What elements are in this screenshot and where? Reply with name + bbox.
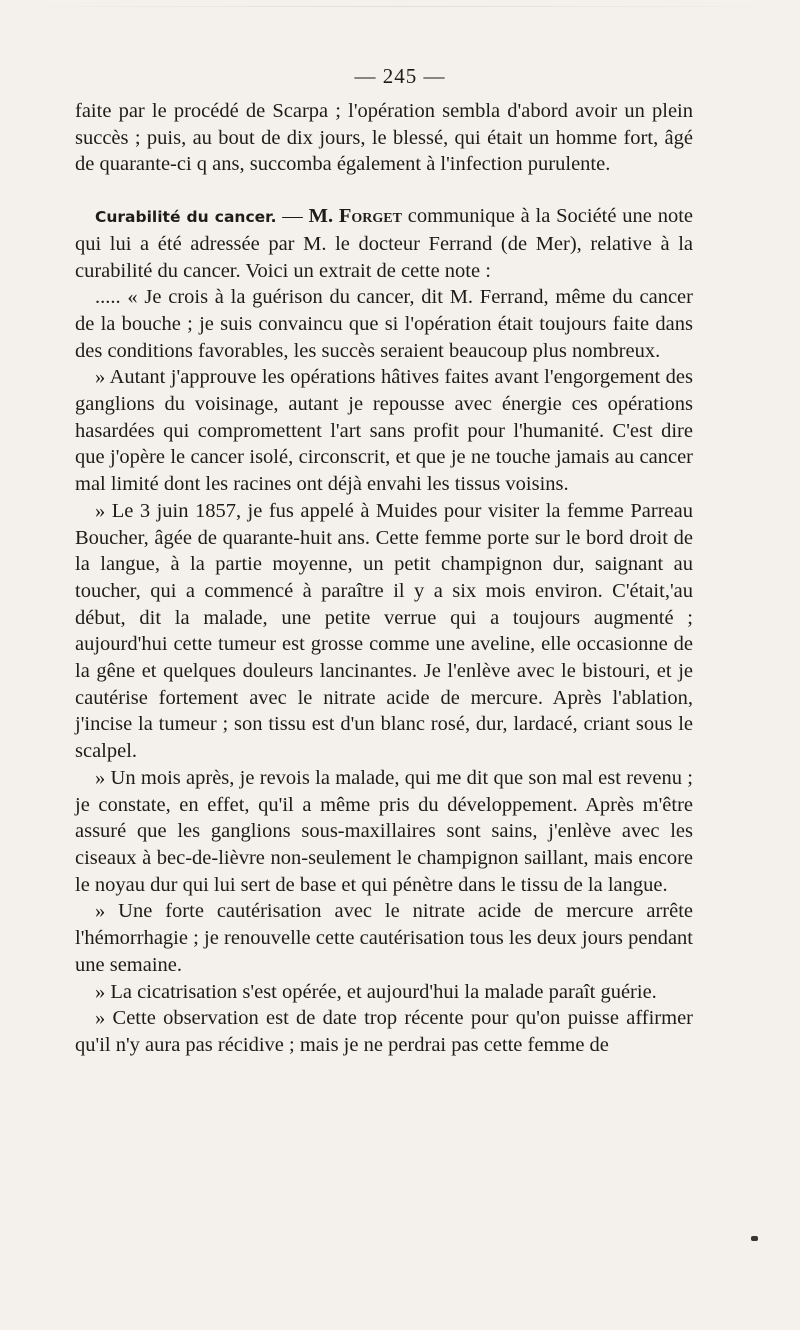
paragraph-operations: » Autant j'approuve les opérations hâtives faites avant l'engorgement des ganglions du voisinage, autant je repousse avec énergie ces opérations hasardées qui compromettent l'art sans profit pour l'humanité. C'est dire que j'opère le cancer isolé, circonscrit, et que je ne touche jamais au cancer mal limité dont les racines ont déjà envahi les tissus voisins. bbox=[75, 366, 693, 496]
section-text: communique à la Société une note qui lui a été adressée par M. le docteur Ferrand (de Mer), relative à la curabilité du cancer. Voici un extrait de cette note : bbox=[75, 205, 693, 282]
section-title: Curabilité du cancer. bbox=[95, 208, 277, 227]
page-number: — 245 — bbox=[354, 64, 446, 88]
page-edge-shading bbox=[0, 6, 800, 7]
paragraph-cauterization: » Une forte cautérisation avec le nitrate acide de mercure arrête l'hémorrhagie ; je renouvelle cette cautérisation tous les deux jours pendant une semaine. bbox=[75, 900, 693, 976]
paragraph-healing: » La cicatrisation s'est opérée, et aujourd'hui la malade paraît guérie. bbox=[95, 980, 657, 1003]
paragraph-case-report: » Le 3 juin 1857, je fus appelé à Muides pour visiter la femme Parreau Boucher, âgée de quarante-huit ans. Cette femme porte sur le bord droit de la langue, à la partie moyenne, un petit champignon dur, saignant au toucher, qui a commencé à paraître il y a six mois environ. C'était,'au début, dit la malade, une petite verrue qui a toujours augmenté ; aujourd'hui cette tumeur est grosse comme une aveline, elle occasionne de la gêne et quelques douleurs lancinantes. Je l'enlève avec le bistouri, et je cautérise fortement avec le nitrate acide de mercure. Après l'ablation, j'incise la tumeur ; son tissu est d'un blanc rosé, dur, lardacé, criant sous le scalpel. bbox=[75, 499, 693, 763]
paragraph-quote-opening: ..... « Je crois à la guérison du cancer, dit M. Ferrand, même du cancer de la bouche ; je suis convaincu que si l'opération était toujours faite dans des conditions favorables, les succès seraient beaucoup plus nombreux. bbox=[75, 286, 693, 362]
paragraph-continued: faite par le procédé de Scarpa ; l'opération sembla d'abord avoir un plein succès ; puis, au bout de dix jours, le blessé, qui était un homme fort, âgé de quarante-ci q ans, succomba également à l'infection purulente. bbox=[75, 100, 693, 176]
body-text bbox=[75, 98, 693, 1059]
author-name: M. Forget bbox=[308, 205, 402, 228]
section-paragraph bbox=[75, 203, 693, 284]
paragraph-observation: » Cette observation est de date trop récente pour qu'on puisse affirmer qu'il n'y aura pas récidive ; mais je ne perdrai pas cette femme de bbox=[75, 1007, 693, 1056]
section-dash: — bbox=[276, 205, 309, 228]
paragraph-recurrence: » Un mois après, je revois la malade, qui me dit que son mal est revenu ; je constate, en effet, qu'il a même pris du développement. Après m'être assuré que les ganglions sous-maxillaires sont sains, j'enlève avec les ciseaux à bec-de-lièvre non-seulement le champignon saillant, mais encore le noyau dur qui lui sert de base et qui pénètre dans le tissu de la langue. bbox=[75, 766, 693, 896]
ink-speck bbox=[751, 1236, 758, 1241]
